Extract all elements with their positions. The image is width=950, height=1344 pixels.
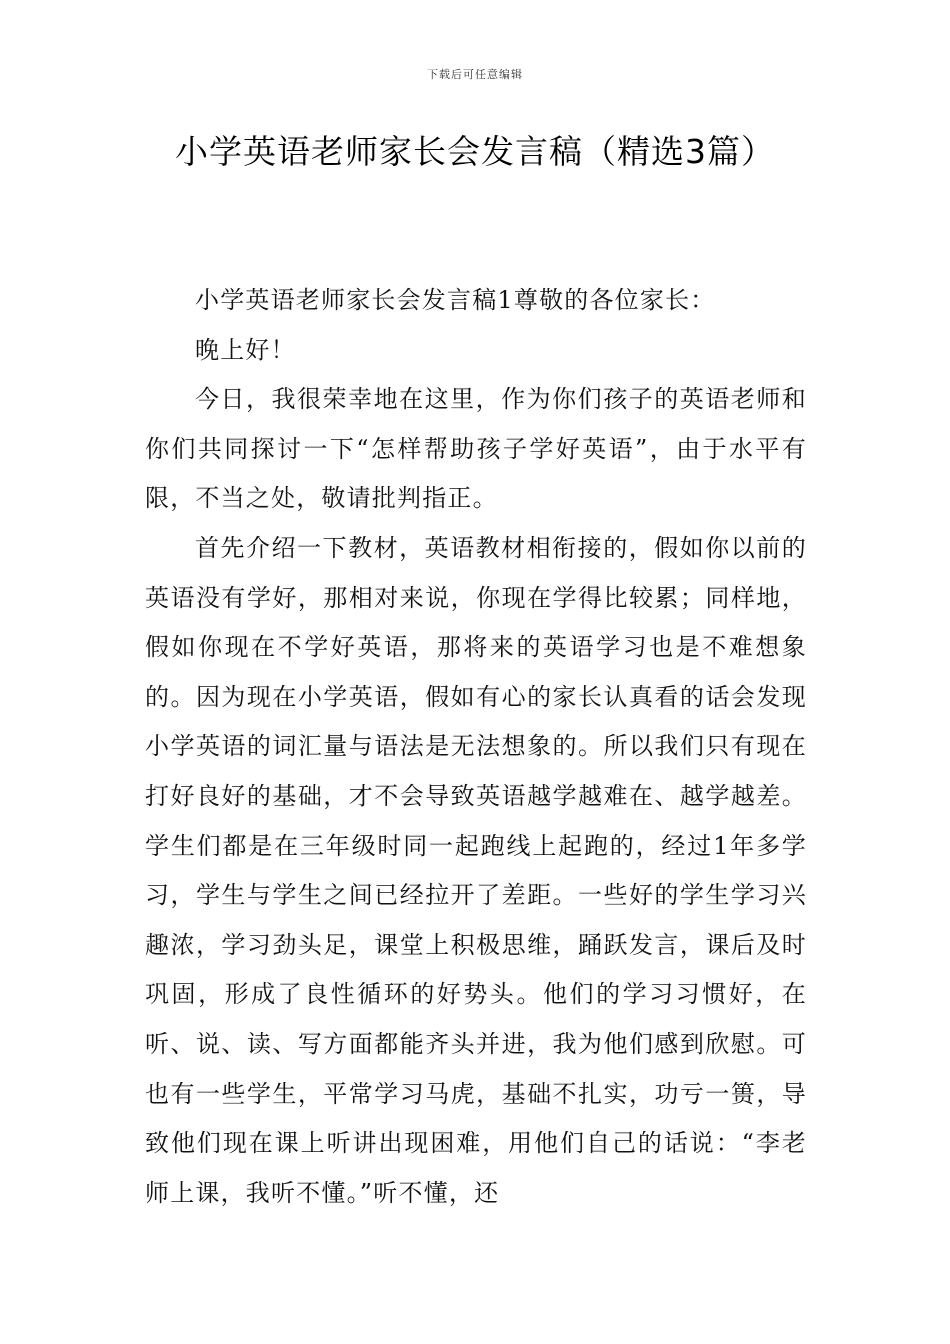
body-paragraph: 首先介绍一下教材，英语教材相衔接的，假如你以前的英语没有学好，那相对来说，你现在学得比较累；同样地，假如你现在不学好英语，那将来的英语学习也是不难想象的。因为现在小学英语，假如有心的家长认真看的话会发现小学英语的词汇量与语法是无法想象的。所以我们只有现在打好良好的基础，才不会导致英语越学越难在、越学越差。学生们都是在三年级时同一起跑线上起跑的，经过1年多学习，学生与学生之间已经拉开了差距。一些好的学生学习兴趣浓，学习劲头足，课堂上积极思维，踊跃发言，课后及时巩固，形成了良性循环的好势头。他们的学习习惯好，在听、说、读、写方面都能齐头并进，我为他们感到欣慰。可也有一些学生，平常学习马虎，基础不扎实，功亏一篑，导致他们现在课上听讲出现困难，用他们自己的话说：“李老师上课，我听不懂。”听不懂，还 — [145, 533, 807, 1207]
intro-paragraph: 今日，我很荣幸地在这里，作为你们孩子的英语老师和你们共同探讨一下“怎样帮助孩子学好英语”，由于水平有限，不当之处，敬请批判指正。 — [145, 385, 807, 513]
document-body — [145, 276, 807, 1218]
document-title: 小学英语老师家长会发言稿（精选3篇） — [175, 132, 775, 171]
greeting-paragraph: 晚上好！ — [195, 335, 296, 364]
salutation-paragraph: 小学英语老师家长会发言稿1尊敬的各位家长： — [195, 286, 716, 314]
header-note: 下载后可任意编辑 — [427, 68, 523, 81]
